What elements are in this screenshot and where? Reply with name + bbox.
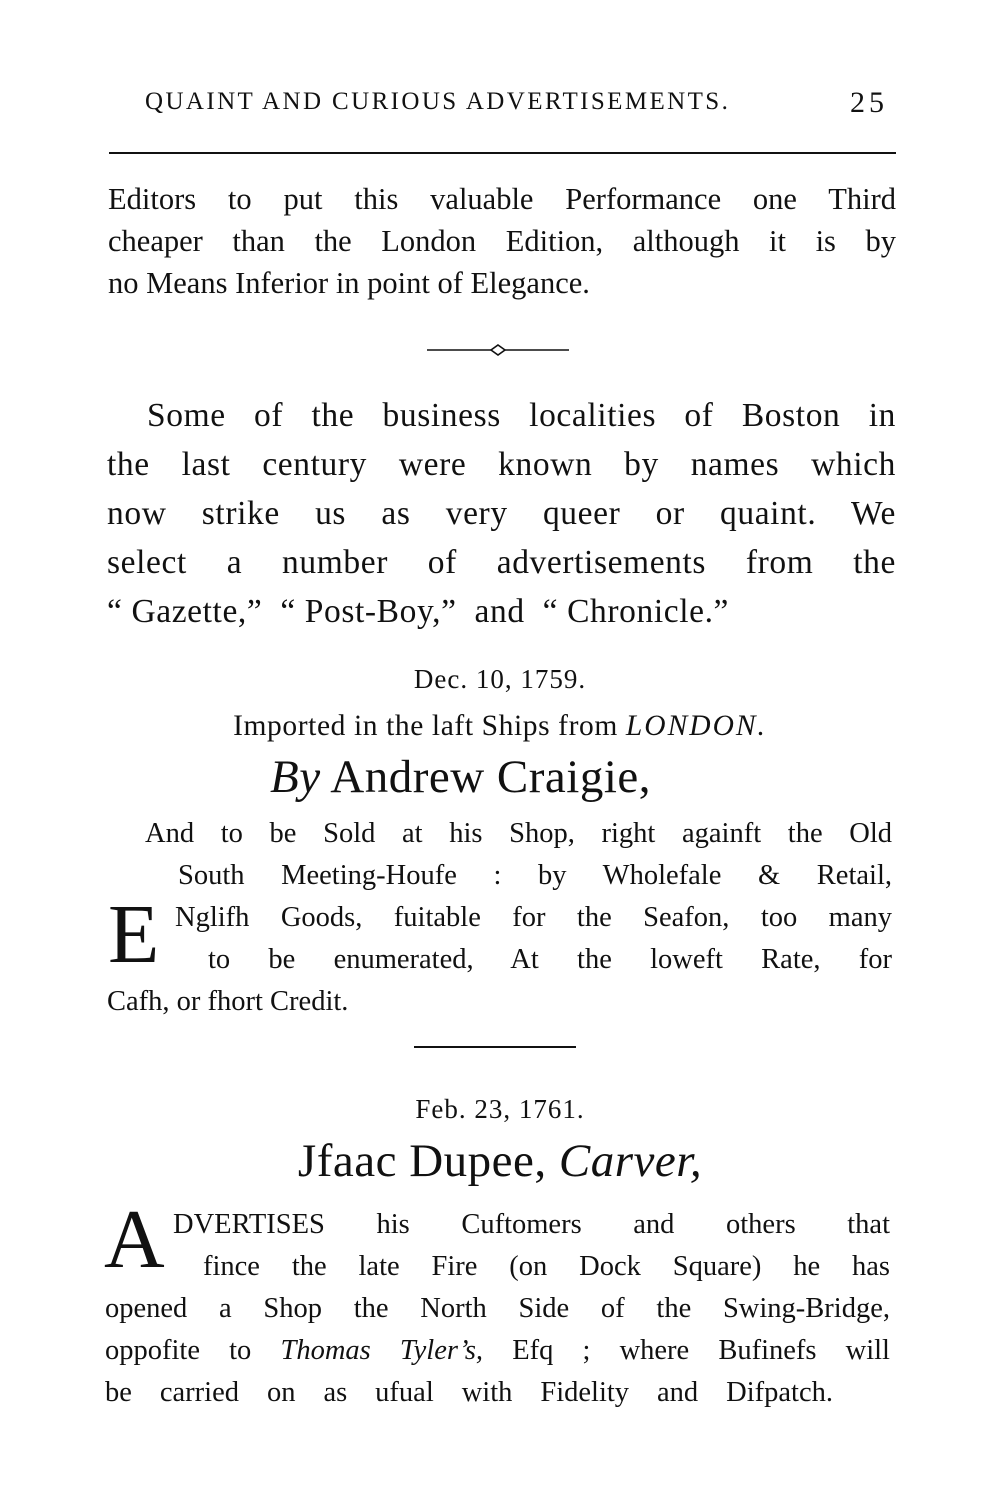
ad2-body-line-2: fince the late Fire (on Dock Square) he has bbox=[203, 1251, 890, 1282]
ad2-name: Jfaac Dupee, bbox=[297, 1135, 547, 1187]
ad2-heading bbox=[0, 1134, 1000, 1188]
ad1-drop-cap: E bbox=[108, 888, 160, 981]
ad2-body-line-1: DVERTISES his Cuftomers and others that bbox=[173, 1209, 890, 1240]
page-number: 25 bbox=[850, 86, 888, 119]
ad2-drop-cap: A bbox=[104, 1193, 165, 1286]
ad2-date: Feb. 23, 1761. bbox=[415, 1094, 585, 1124]
ad1-by: By bbox=[270, 751, 321, 803]
ad1-merchant: Andrew Craigie, bbox=[330, 751, 651, 803]
ornament-divider bbox=[425, 342, 571, 358]
ad2-body-line-4 bbox=[105, 1330, 890, 1372]
ad1-imported-line bbox=[0, 705, 1000, 747]
ad1-date: Dec. 10, 1759. bbox=[413, 664, 587, 694]
header-rule bbox=[109, 152, 896, 154]
ad2-line4-name: Thomas Tyler’s, bbox=[280, 1335, 484, 1366]
ad2-body-line-5: be carried on as ufual with Fidelity and Difpatch. bbox=[105, 1377, 833, 1408]
ad2-line4-start: oppofite to bbox=[105, 1335, 252, 1366]
ad1-sold-line-2: South Meeting-Houfe : by Wholefale & Retail, bbox=[178, 860, 892, 891]
ad1-sold-line-1: And to be Sold at his Shop, right againft the Old bbox=[145, 818, 892, 849]
running-title: QUAINT AND CURIOUS ADVERTISEMENTS. bbox=[145, 88, 731, 115]
intro-line-3: now strike us as very queer or quaint. We bbox=[107, 495, 896, 532]
intro-line-4: select a number of advertisements from the bbox=[107, 544, 896, 581]
intro-line-5: “ Gazette,” “ Post-Boy,” and “ Chronicle.” bbox=[107, 593, 730, 630]
section-rule bbox=[414, 1046, 576, 1048]
ad2-body-line-3: opened a Shop the North Side of the Swing-Bridge, bbox=[105, 1293, 890, 1324]
intro-line-2: the last century were known by names which bbox=[107, 446, 896, 483]
ad1-body-line-2: to be enumerated, At the loweft Rate, for bbox=[208, 944, 892, 975]
ad2-line4-end: Efq ; where Bufinefs will bbox=[512, 1335, 890, 1366]
ad1-imported-place: LONDON. bbox=[625, 710, 767, 742]
continuation-line-2: cheaper than the London Edition, although it is by bbox=[108, 224, 896, 258]
continuation-line-3: no Means Inferior in point of Elegance. bbox=[108, 266, 590, 300]
ad1-imported-text: Imported in the laft Ships from bbox=[233, 710, 618, 742]
ad1-body-line-3: Cafh, or fhort Credit. bbox=[107, 986, 349, 1017]
ad2-trade: Carver, bbox=[558, 1135, 703, 1187]
ad1-body-line-1: Nglifh Goods, fuitable for the Seafon, too many bbox=[175, 902, 892, 933]
ad1-merchant-line bbox=[270, 750, 651, 804]
continuation-line-1: Editors to put this valuable Performance one Third bbox=[108, 182, 896, 216]
intro-line-1: Some of the business localities of Boston in bbox=[147, 397, 896, 434]
